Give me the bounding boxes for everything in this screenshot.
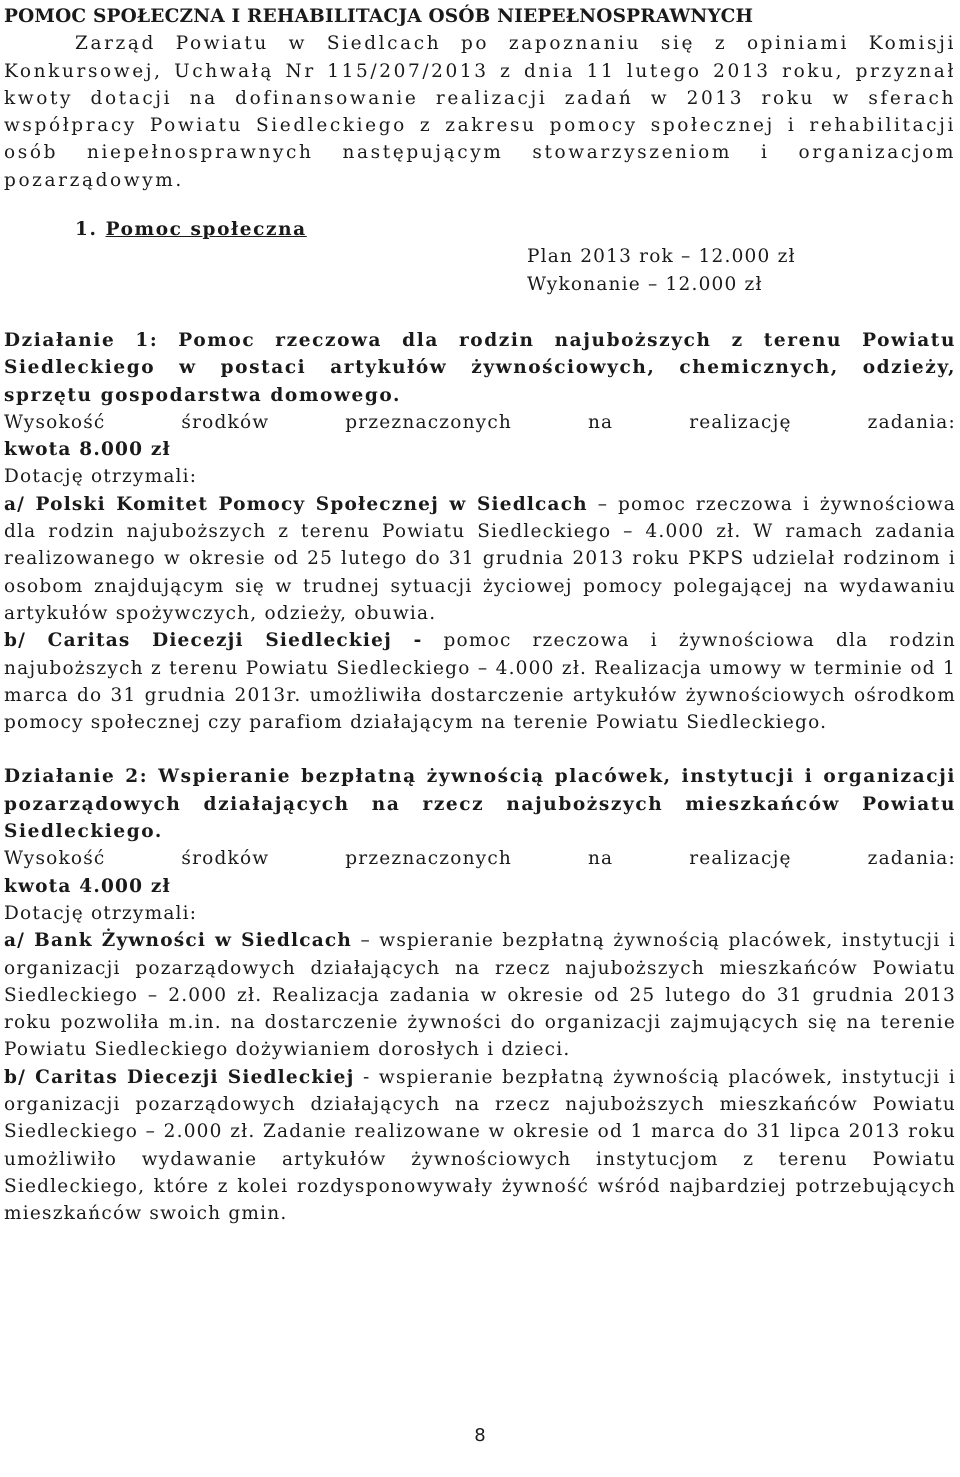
recipient-description: - wspieranie bezpłatną żywnością placówek, instytucji i organizacji pozarządowych działających na rzecz najuboższych mieszkańców Powiatu Siedleckiego – 2.000 zł. Zadanie realizowane w okresie od 1 marca do 31 lipca 2013 roku umożliwiło wydawanie artykułów żywnościowych instytucjom z terenu Powiatu Siedleckiego, które z kolei rozdysponowywały żywność wśród najbardziej potrzebujących mieszkańców swoich gmin.	[4, 1066, 956, 1225]
funds-word: środków	[181, 848, 270, 870]
funds-word: przeznaczonych	[345, 411, 513, 433]
funds-word: zadania:	[867, 411, 956, 433]
action2-funds-line	[4, 845, 956, 872]
recipient-name: b/ Caritas Diecezji Siedleckiej	[4, 1066, 355, 1088]
action1-heading: Działanie 1: Pomoc rzeczowa dla rodzin najuboższych z terenu Powiatu Siedleckiego w postaci artykułów żywnościowych, chemicznych, odzieży, sprzętu gospodarstwa domowego.	[4, 329, 956, 406]
funds-word: przeznaczonych	[345, 848, 513, 870]
section-heading	[4, 216, 956, 243]
funds-word: realizację	[689, 411, 792, 433]
intro-paragraph: Zarząd Powiatu w Siedlcach po zapoznaniu się z opiniami Komisji Konkursowej, Uchwałą Nr 115/207/2013 z dnia 11 lutego 2013 roku, przyznał kwoty dotacji na dofinansowanie realizacji zadań w 2013 roku w sferach współpracy Powiatu Siedleckiego z zakresu pomocy społecznej i rehabilitacji osób niepełnosprawnych następującym stowarzyszeniom i organizacjom pozarządowym.	[4, 33, 956, 191]
recipient-description: – wspieranie bezpłatną żywnością placówek, instytucji i organizacji pozarządowych działających na rzecz najuboższych mieszkańców Powiatu Siedleckiego – 2.000 zł. Realizacja zadania w okresie od 25 lutego do 31 grudnia 2013 roku pozwoliła m.in. na dostarczenie żywności do organizacji zajmujących się na terenie Powiatu Siedleckiego dożywianiem dorosłych i dzieci.	[4, 930, 956, 1061]
funds-word: realizację	[689, 848, 792, 870]
action1-amount: kwota 8.000 zł	[4, 439, 171, 461]
recipient-description: – pomoc rzeczowa i żywnościowa dla rodzin najuboższych z terenu Powiatu Siedleckiego – 4.000 zł. W ramach zadania realizowanego w okresie od 25 lutego do 31 grudnia 2013 roku PKPS udzielał rodzinom i osobom znajdującym się w trudnej sytuacji życiowej pomocy polegającej na wydawaniu artykułów spożywczych, odzieży, obuwia.	[4, 493, 956, 624]
funds-word: Wysokość	[4, 848, 106, 870]
recipient-description: pomoc rzeczowa i żywnościowa dla rodzin najuboższych z terenu Powiatu Siedleckiego – 4.000 zł. Realizacja umowy w terminie od 1 marca do 31 grudnia 2013r. umożliwiła dostarczenie artykułów żywnościowych ośrodkom pomocy społecznej czy parafiom działającym na terenie Powiatu Siedleckiego.	[4, 630, 956, 734]
funds-word: środków	[181, 411, 270, 433]
page-number: 8	[474, 1425, 486, 1446]
action2-amount: kwota 4.000 zł	[4, 875, 171, 897]
funds-word: zadania:	[867, 848, 956, 870]
action2-recipient-b	[4, 1064, 956, 1228]
recipient-name: a/ Polski Komitet Pomocy Społecznej w Siedlcach	[4, 493, 588, 515]
recipient-name: a/ Bank Żywności w Siedlcach	[4, 930, 353, 952]
funds-word: na	[587, 411, 614, 433]
funds-word: Wysokość	[4, 411, 106, 433]
section-number: 1.	[75, 219, 98, 241]
action2-recipient-a	[4, 927, 956, 1063]
action1-recipient-a	[4, 491, 956, 627]
action1-recipient-b	[4, 627, 956, 736]
document-title: POMOC SPOŁECZNA I REHABILITACJA OSÓB NIEPEŁNOSPRAWNYCH	[4, 6, 754, 27]
action2-heading: Działanie 2: Wspieranie bezpłatną żywnością placówek, instytucji i organizacji pozarządowych działających na rzecz najuboższych mieszkańców Powiatu Siedleckiego.	[4, 766, 956, 843]
recipient-name: b/ Caritas Diecezji Siedleckiej -	[4, 630, 423, 652]
plan-line: Plan 2013 rok – 12.000 zł	[527, 246, 796, 268]
funds-word: na	[587, 848, 614, 870]
action1-funds-line	[4, 409, 956, 436]
execution-line: Wykonanie – 12.000 zł	[527, 273, 763, 295]
section-label: Pomoc społeczna	[105, 219, 307, 241]
action1-received-label: Dotację otrzymali:	[4, 466, 198, 488]
action2-received-label: Dotację otrzymali:	[4, 902, 198, 924]
